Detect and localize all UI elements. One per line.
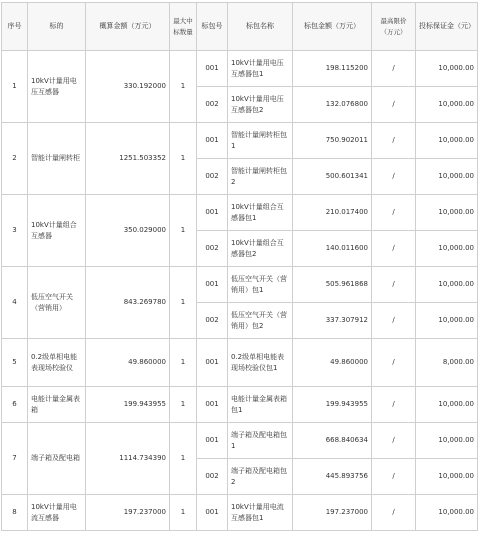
package-name: 智能计量闸转柜包2 [228, 159, 293, 195]
package-no: 001 [197, 267, 228, 303]
package-no: 001 [197, 51, 228, 87]
package-max-price: / [372, 123, 416, 159]
package-deposit: 10,000.00 [416, 87, 478, 123]
package-max-price: / [372, 495, 416, 531]
lot-budget: 197.237000 [86, 495, 170, 531]
lot-budget: 843.269780 [86, 267, 170, 339]
package-amount: 140.011600 [293, 231, 372, 267]
lot-max-bids: 1 [170, 339, 197, 387]
package-no: 002 [197, 159, 228, 195]
package-max-price: / [372, 231, 416, 267]
lot-max-bids: 1 [170, 195, 197, 267]
package-deposit: 10,000.00 [416, 195, 478, 231]
lot-name: 0.2级单相电能表现场校验仪 [28, 339, 86, 387]
table-body [2, 51, 478, 531]
lot-budget: 49.860000 [86, 339, 170, 387]
package-amount: 445.893756 [293, 459, 372, 495]
lot-name: 10kV计量组合互感器 [28, 195, 86, 267]
package-no: 001 [197, 423, 228, 459]
lot-budget: 1114.734390 [86, 423, 170, 495]
package-amount: 210.017400 [293, 195, 372, 231]
lot-budget: 1251.503352 [86, 123, 170, 195]
header-package-amount: 标包金额（万元） [293, 3, 372, 51]
package-amount: 337.307912 [293, 303, 372, 339]
lot-max-bids: 1 [170, 51, 197, 123]
package-no: 002 [197, 87, 228, 123]
table-row [2, 51, 478, 87]
package-amount: 132.076800 [293, 87, 372, 123]
package-amount: 198.115200 [293, 51, 372, 87]
header-deposit: 投标保证金（元） [416, 3, 478, 51]
package-deposit: 10,000.00 [416, 159, 478, 195]
lot-name: 10kV计量用电压互感器 [28, 51, 86, 123]
package-deposit: 10,000.00 [416, 51, 478, 87]
package-amount: 505.961868 [293, 267, 372, 303]
package-name: 10kV计量用电流互感器包1 [228, 495, 293, 531]
header-lot: 标的 [28, 3, 86, 51]
package-deposit: 10,000.00 [416, 495, 478, 531]
lot-name: 10kV计量用电流互感器 [28, 495, 86, 531]
lot-index: 6 [2, 387, 28, 423]
header-budget: 概算金额（万元） [86, 3, 170, 51]
package-deposit: 10,000.00 [416, 267, 478, 303]
package-name: 0.2级单相电能表现场校验仪包1 [228, 339, 293, 387]
package-name: 10kV计量组合互感器包2 [228, 231, 293, 267]
lot-max-bids: 1 [170, 267, 197, 339]
lot-name: 低压空气开关（营销用） [28, 267, 86, 339]
table-row [2, 339, 478, 387]
lot-budget: 330.192000 [86, 51, 170, 123]
bid-table [1, 2, 478, 531]
package-no: 001 [197, 123, 228, 159]
package-max-price: / [372, 387, 416, 423]
lot-budget: 199.943955 [86, 387, 170, 423]
header-package-no: 标包号 [197, 3, 228, 51]
lot-index: 1 [2, 51, 28, 123]
package-deposit: 10,000.00 [416, 231, 478, 267]
package-name: 端子箱及配电箱包2 [228, 459, 293, 495]
lot-max-bids: 1 [170, 123, 197, 195]
table-row [2, 267, 478, 303]
package-no: 002 [197, 303, 228, 339]
package-max-price: / [372, 303, 416, 339]
package-max-price: / [372, 339, 416, 387]
lot-index: 7 [2, 423, 28, 495]
table-row [2, 387, 478, 423]
package-max-price: / [372, 423, 416, 459]
lot-name: 电能计量金属表箱 [28, 387, 86, 423]
package-no: 001 [197, 339, 228, 387]
package-max-price: / [372, 159, 416, 195]
package-amount: 197.237000 [293, 495, 372, 531]
package-name: 低压空气开关（营销用）包1 [228, 267, 293, 303]
package-name: 电能计量金属表箱包1 [228, 387, 293, 423]
package-no: 002 [197, 231, 228, 267]
package-name: 10kV计量组合互感器包1 [228, 195, 293, 231]
package-deposit: 10,000.00 [416, 459, 478, 495]
package-deposit: 10,000.00 [416, 303, 478, 339]
header-max-price: 最高限价（万元） [372, 3, 416, 51]
package-max-price: / [372, 459, 416, 495]
package-deposit: 10,000.00 [416, 123, 478, 159]
header-max-bids: 最大中标数量 [170, 3, 197, 51]
package-amount: 199.943955 [293, 387, 372, 423]
table-row [2, 495, 478, 531]
lot-name: 智能计量闸转柜 [28, 123, 86, 195]
package-name: 端子箱及配电箱包1 [228, 423, 293, 459]
package-max-price: / [372, 195, 416, 231]
package-deposit: 10,000.00 [416, 387, 478, 423]
package-no: 001 [197, 387, 228, 423]
package-amount: 49.860000 [293, 339, 372, 387]
package-no: 001 [197, 195, 228, 231]
package-max-price: / [372, 51, 416, 87]
lot-index: 8 [2, 495, 28, 531]
package-name: 低压空气开关（营销用）包2 [228, 303, 293, 339]
lot-budget: 350.029000 [86, 195, 170, 267]
table-row [2, 195, 478, 231]
package-no: 001 [197, 495, 228, 531]
package-deposit: 10,000.00 [416, 423, 478, 459]
table-row [2, 123, 478, 159]
package-name: 智能计量闸转柜包1 [228, 123, 293, 159]
package-name: 10kV计量用电压互感器包1 [228, 51, 293, 87]
package-name: 10kV计量用电压互感器包2 [228, 87, 293, 123]
lot-index: 4 [2, 267, 28, 339]
package-amount: 750.902011 [293, 123, 372, 159]
lot-index: 5 [2, 339, 28, 387]
lot-max-bids: 1 [170, 387, 197, 423]
package-amount: 668.840634 [293, 423, 372, 459]
lot-max-bids: 1 [170, 423, 197, 495]
lot-index: 2 [2, 123, 28, 195]
header-index: 序号 [2, 3, 28, 51]
table-row [2, 423, 478, 459]
header-package-name: 标包名称 [228, 3, 293, 51]
package-no: 002 [197, 459, 228, 495]
lot-max-bids: 1 [170, 495, 197, 531]
package-deposit: 8,000.00 [416, 339, 478, 387]
package-amount: 500.601341 [293, 159, 372, 195]
package-max-price: / [372, 267, 416, 303]
package-max-price: / [372, 87, 416, 123]
lot-index: 3 [2, 195, 28, 267]
lot-name: 端子箱及配电箱 [28, 423, 86, 495]
